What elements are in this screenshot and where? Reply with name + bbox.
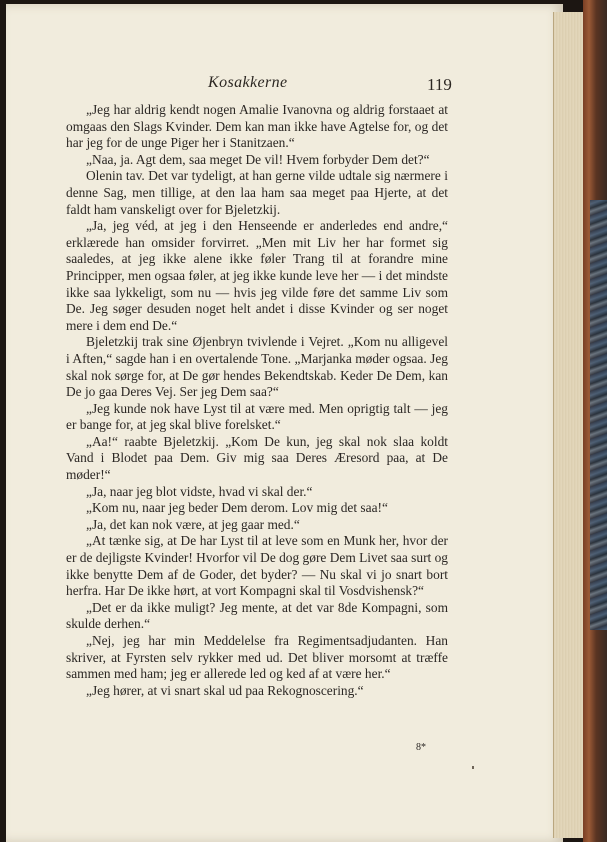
- running-title: Kosakkerne: [208, 74, 288, 91]
- paragraph: „At tænke sig, at De har Lyst til at leve som en Munk her, hvor der er de dejligste Kvinder! Hvorfor vil De dog gøre Dem Livet saa surt og ikke benytte Dem af de Goder, det byder? — Nu skal vi jo snart bort herfra. Har De ikke hørt, at vort Kompagni skal til Vosdvishensk?“: [66, 533, 448, 599]
- paragraph: „Ja, det kan nok være, at jeg gaar med.“: [86, 516, 300, 532]
- marbled-cover: [590, 200, 607, 630]
- running-head: [6, 74, 563, 94]
- page-edges: [553, 12, 584, 838]
- paragraph: Olenin tav. Det var tydeligt, at han gerne vilde udtale sig nærmere i denne Sag, men tillige, at den laa ham saa meget paa Hjerte, at det faldt ham vanskeligt over for Bjeletzkij.: [66, 168, 448, 217]
- paragraph: „Naa, ja. Agt dem, saa meget De vil! Hvem forbyder Dem det?“: [86, 151, 430, 167]
- paragraph: „Det er da ikke muligt? Jeg mente, at det var 8de Kompagni, som skulde derhen.“: [66, 599, 448, 632]
- paragraph: Bjeletzkij trak sine Øjenbryn tvivlende i Vejret. „Kom nu alligevel i Aften,“ sagde han i en overtalende Tone. „Marjanka møder ogsaa. Jeg skal nok sørge for, at De gør hendes Bekendtskab. Keder De Dem, kan De jo gaa Deres Vej. Ser jeg Dem saa?“: [66, 334, 448, 400]
- paper-speck: [472, 766, 474, 769]
- paragraph: „Jeg hører, at vi snart skal ud paa Rekognoscering.“: [86, 682, 364, 698]
- paragraph: „Aa!“ raabte Bjeletzkij. „Kom De kun, jeg skal nok slaa koldt Vand i Blodet paa Dem. Giv mig saa Deres Æresord paa, at De møder!“: [66, 433, 448, 483]
- paragraph: „Jeg har aldrig kendt nogen Amalie Ivanovna og aldrig forstaaet at omgaas den Slags Kvinder. Dem kan man ikke have Agtelse for, og det har jeg for de unge Piger her i Stanitzaen.“: [66, 102, 448, 151]
- paragraph: „Ja, naar jeg blot vidste, hvad vi skal der.“: [86, 483, 313, 499]
- body-text: [66, 102, 448, 699]
- paragraph: „Kom nu, naar jeg beder Dem derom. Lov mig det saa!“: [86, 500, 388, 516]
- paragraph: „Jeg kunde nok have Lyst til at være med. Men oprigtig talt — jeg er bange for, at jeg skal blive forelsket.“: [66, 400, 448, 433]
- page-number: 119: [427, 75, 452, 94]
- paragraph: „Ja, jeg véd, at jeg i den Henseende er anderledes end andre,“ erklærede han omsider forvirret. „Men mit Liv her har formet sig saaledes, at jeg ikke alene ikke føler Trang til at forandre mine Principper, men ogsaa føler, at jeg ikke kunde leve her — i det mindste ikke saa lykkeligt, som nu — hvis jeg vilde føre det samme Liv som De. Jeg søger desuden noget helt andet i disse Kvinder og ser noget mere i dem end De.“: [66, 218, 448, 333]
- signature-mark: 8*: [416, 742, 426, 753]
- paragraph: „Nej, jeg har min Meddelelse fra Regimentsadjudanten. Han skriver, at Fyrsten selv rykker med ud. Det bliver morsomt at træffe sammen med ham; jeg er allerede led og ked af at være her.“: [66, 633, 448, 682]
- book-page: [6, 4, 563, 842]
